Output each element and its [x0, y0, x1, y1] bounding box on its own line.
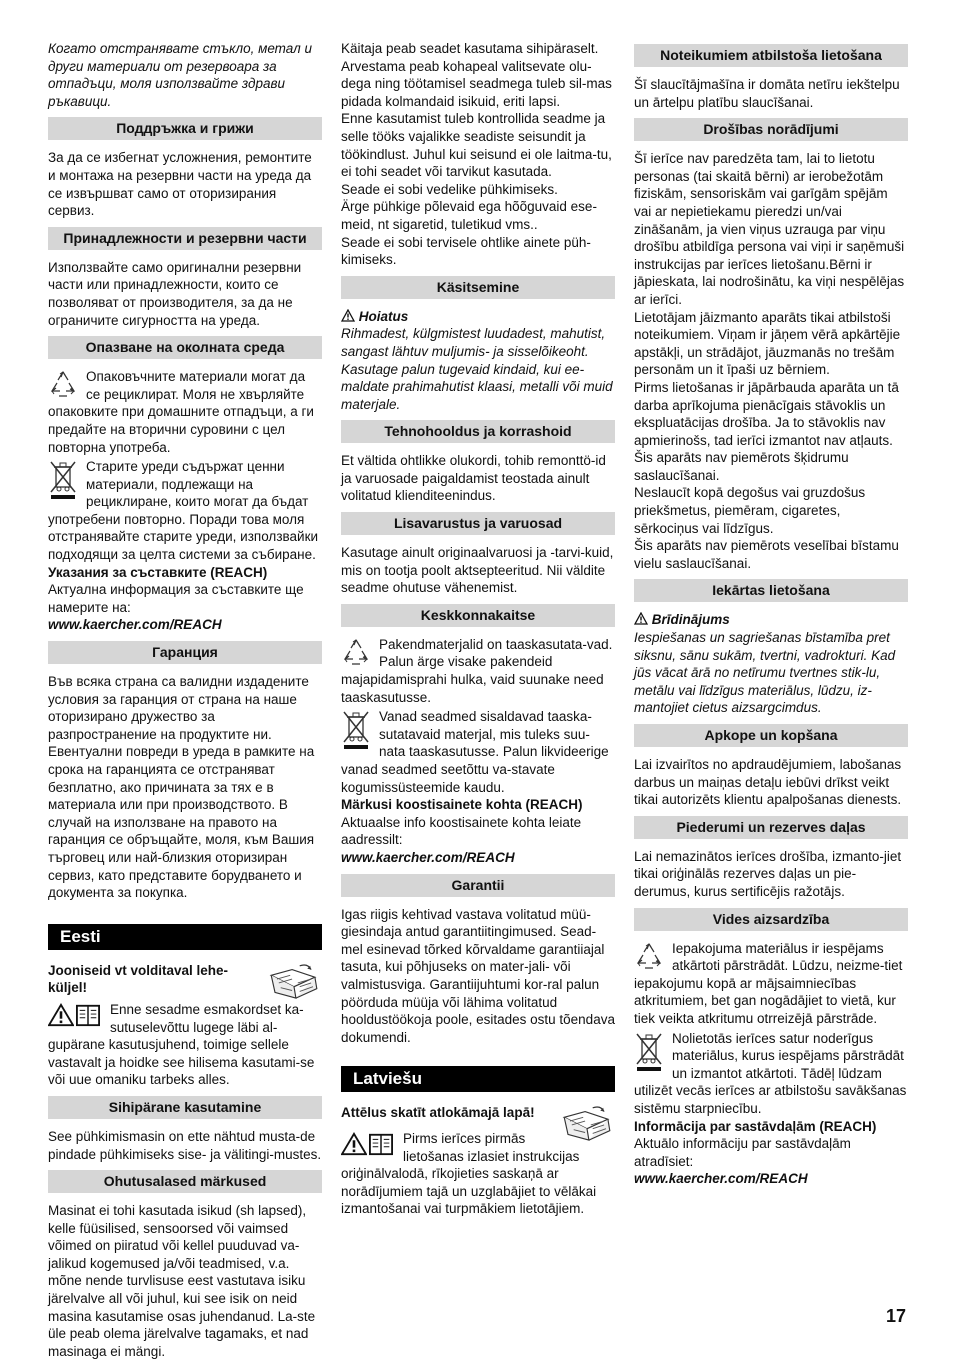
section-heading: Гаранция: [48, 641, 322, 664]
warning-label: [341, 308, 615, 326]
warning-icon: [48, 1003, 74, 1027]
env-devices-label: Старите уреди съдържат ценни материали, подлежащи на рециклиране, които могат да бъдат употребени повторно. Поради това моля отстранявайте старите уреди, използвайки подходящи за целта системи за събиране.: [48, 459, 319, 563]
warning-manual-icons: [341, 1132, 395, 1161]
reach-text: Актуална информация за съставките ще намерите на:: [48, 582, 304, 615]
section-heading: Опазване на околната среда: [48, 336, 322, 359]
intro-warning-text: Когато отстранявате стъкло, метал и други материали от резервоара за отпадъци, моля използвайте здрави ръкавици.: [48, 41, 313, 109]
warning-icon: [341, 1132, 367, 1156]
section-heading: Поддръжка и грижи: [48, 117, 322, 140]
section-heading: Piederumi un rezerves daļas: [634, 816, 908, 839]
section-heading: Lisavarustus ja varuosad: [341, 512, 615, 535]
paragraph: За да се избегнат усложнения, ремонтите и монтажа на резервни части на уреда да се извършват само от оторизирания сервиз.: [48, 150, 312, 219]
paragraph: Seade ei sobi tervisele ohtlike ainete püh-kimiseks.: [341, 234, 591, 268]
section-heading: Ohutusalased märkused: [48, 1170, 322, 1193]
section-heading: Garantii: [341, 874, 615, 897]
fold-out-label: Jooniseid vt volditaval lehe-küljel!: [48, 962, 229, 996]
paragraph: Lai nemazinātos ierīces drošība, izmanto-jiet tikai oriģinālās rezerves daļas un pie-derumus, kurus sertificējis ražotājs.: [634, 848, 902, 899]
paragraph: Šis aparāts nav piemērots veselībai bīstamu vielu saslaucīšanai.: [634, 538, 899, 571]
paragraph: Šī ierīce nav paredzēta tam, lai to lietotu personas (tai skaitā bērni) ar ierobežotām fiziskām, sensoriskām vai garīgām spējām vai ar nepietiekamu pieredzi un/vai zināšanām, ja vien viņus uzrauga par viņu drošību atbildīga persona vai viņi ir saņēmuši instrukcijas par ierīces lietošanu.Bērni ir jāpieskata, lai nodrošinātu, ka viņi nespēlējas ar ierīci.: [634, 151, 905, 307]
section-heading: Tehnohooldus ja korrashoid: [341, 420, 615, 443]
section-heading: Принадлежности и резервни части: [48, 227, 322, 250]
env-devices-text: [48, 458, 322, 564]
env-devices-label: Nolietotās ierīces satur noderīgus materiālus, kurus iespējams pārstrādāt un izmantot atkārtoti. Tādēļ lūdzam utilizēt vecās ierīces ar atbilstošu savākšanas sistēmu starpniecību.: [634, 1030, 907, 1116]
paragraph: Igas riigis kehtivad vastava volitatud müü-giesindaja antud garantiitingimused. Sead-mel esinevad tõrked kõrvaldame garantiiajal tasuta, kui põhjuseks on mater-jali- või valmistusviga. Garantiijuhtumi kor-ral palun pöörduda müüja või lähima volitatud hooldustöökoja poole, esitades ostu tõendava dokumendi.: [341, 906, 615, 1045]
paragraph: Enne kasutamist tuleb kontrollida seadme ja selle tööks vajalikke seadiste seisundit ja töökindlust. Juhul kui seisund ei ole laitma-tu, ei tohi seadet või tarvikut kasutada.: [341, 111, 612, 180]
warning-label-text: Brīdinājums: [651, 612, 730, 628]
reach-heading: Informācija par sastāvdaļām (REACH): [634, 1118, 877, 1134]
env-packaging-label: Опаковъчните материали могат да се рециклират. Моля не хвърляйте опаковките при домашните отпадъци, а ги предайте на вторични суровини с цел повторна употреба.: [48, 369, 314, 455]
open-book-icon: [266, 962, 322, 1000]
paragraph: Използвайте само оригинални резервни части или принадлежности, които се позволяват от производителя, за да не ограничите сигурността на уреда.: [48, 259, 302, 328]
env-packaging-label: Iepakojuma materiālus ir iespējams atkārtoti pārstrādāt. Lūdzu, neizme-tiet iepakojumu kopā ar mājsaimniecības atkritumiem, bet gan nogādājiet to vietā, kur tiek veikta atkritumu otrreizējā pārstrāde.: [634, 940, 903, 1026]
paragraph: Във всяка страна са валидни издадените условия за гаранция от страна на наше оторизирано дружество за разпространение на продуктите ни. Евентуални повреди в уреда в рамките на срока на гаранцията се отстраняват безплатно, ако причината за тях е в материала или при производството. В случай на използване на правото на гаранция се обръщайте, моля, към Вашия търговец или най-близкия оторизиран сервиз, като представите борудването и документа за покупка.: [48, 674, 315, 901]
env-packaging-text: [341, 636, 615, 706]
fold-out-note: [48, 962, 322, 997]
warning-text: Rihmadest, külgmistest luudadest, mahutist, sangast lähtuv muljumis- ja sisselõikeoht. Kasutage palun tugevaid kindaid, kui ee-maldate prahimahutist klaasi, metalli või muid materjale.: [341, 326, 613, 412]
section-heading: Drošības norādījumi: [634, 118, 908, 141]
paragraph: Lietotājam jāizmanto aparāts tikai atbilstoši noteikumiem. Viņam ir jāņem vērā apkārtējie apstākļi, un strādājot, jāuzmanās no trešām personām un it īpaši uz bērniem.: [634, 309, 901, 378]
section-heading: Käsitsemine: [341, 276, 615, 299]
env-packaging-label: Pakendmaterjalid on taaskasutata-vad. Palun ärge visake pakendeid majapidamisprahi hulka, vaid suunake need taaskasutusse.: [341, 636, 613, 705]
fold-out-label: Attēlus skatīt atlokāmajā lapā!: [341, 1105, 535, 1121]
crossed-bin-icon: [341, 709, 371, 749]
paragraph: Šis aparāts nav piemērots šķidrumu saslaucīšanai.: [634, 450, 849, 483]
env-devices-label: Vanad seadmed sisaldavad taaska-sutatavaid materjal, mis tuleks suu-nata taaskasutusse. Palun likvideerige vanad seadmed seetõttu va-stavate kogumissüsteemide kaudu.: [341, 709, 609, 795]
intro-label: Pirms ierīces pirmās lietošanas izlasiet instrukcijas oriģinālvalodā, rīkojieties saskaņā ar norādījumiem tajā un uzglabājiet to vēlākai izmantošanai vai turpmākiem lietotājiem.: [341, 1130, 597, 1217]
recycle-icon: [48, 369, 78, 399]
column-3: [634, 38, 908, 1188]
page-number: 17: [885, 1306, 906, 1326]
fold-out-note: [341, 1104, 615, 1122]
reach-heading: Указания за съставките (REACH): [48, 564, 268, 580]
warning-triangle-icon: [634, 612, 648, 625]
reach-heading: Märkusi koostisainete kohta (REACH): [341, 797, 583, 813]
language-heading-estonian: Eesti: [48, 924, 322, 950]
reach-link[interactable]: www.kaercher.com/REACH: [634, 1171, 808, 1187]
crossed-bin-icon: [634, 1031, 664, 1071]
paragraph: Seade ei sobi vedelike pühkimiseks.: [341, 181, 558, 197]
paragraph: Šī slaucītājmašīna ir domāta netīru iekštelpu un ārtelpu platību slaucīšanai.: [634, 77, 900, 110]
reach-link[interactable]: www.kaercher.com/REACH: [341, 849, 515, 865]
intro-label: Enne sesadme esmakordset ka-sutuselevõttu lugege läbi al-gupärane kasutusjuhend, toimige sellele vastavalt ja hoidke see hilisema kasutami-se või uue omaniku tarbeks alles.: [48, 1001, 315, 1088]
section-heading: Noteikumiem atbilstoša lietošana: [634, 44, 908, 67]
intro-text: [48, 1001, 322, 1089]
paragraph: Et vältida ohtlikke olukordi, tohib remonttö-id ja varuosade paigaldamist teostada ainult volitatud klienditeenindus.: [341, 453, 606, 504]
warning-triangle-icon: [341, 309, 355, 322]
open-book-icon: [559, 1104, 615, 1142]
env-devices-text: [341, 708, 615, 796]
manual-icon: [74, 1003, 102, 1027]
intro-text: [341, 1130, 615, 1218]
section-heading: Keskkonnakaitse: [341, 604, 615, 627]
paragraph: Käitaja peab seadet kasutama sihipäraselt. Arvestama peab kohapeal valitsevate olu-dega ning töötamisel seadmega tuleb sil-mas pidada kolmandaid isikuid, eriti lapsi.: [341, 41, 612, 109]
section-heading: Vides aizsardzība: [634, 908, 908, 931]
paragraph: Ärge pühkige põlevaid ega hõõguvaid ese-meid, nt sigaretid, tuletikud vms..: [341, 199, 597, 232]
column-2: [341, 40, 615, 1218]
warning-text: Iespiešanas un sagriešanas bīstamība pret siksnu, sānu sukām, tvertni, vadrokturi. Kad jūs vācat ārā no netīrumu tvertnes stik-lu, metālu vai līdzīgus materiālus, lūdzu, iz-mantojiet cietus aizsargcimdus.: [634, 630, 896, 716]
recycle-icon: [634, 941, 664, 971]
paragraph: See pühkimismasin on ette nähtud musta-de pindade pühkimiseks sise- ja välitingi-mustes.: [48, 1128, 322, 1162]
env-devices-text: [634, 1030, 908, 1118]
warning-label-text: Hoiatus: [358, 308, 409, 324]
reach-text: Aktuaalse info koostisainete kohta leiate aadressilt:: [341, 814, 582, 848]
warning-label: [634, 611, 908, 629]
reach-text: Aktuālo informāciju par sastāvdaļām atradīsiet:: [634, 1136, 851, 1169]
section-heading: Iekārtas lietošana: [634, 579, 908, 602]
paragraph: Masinat ei tohi kasutada isikud (sh lapsed), kelle füüsilised, sensoorsed või vaimsed võimed on piiratud või kellel puuduvad va-jalikud kogemused ja/või teadmised, v.a. mõne nende turvlisuse eest vastutava isiku järelvalve all või juhul, kui see isik on neid masina kasutamise osas juhendanud. La-ste üle peab olema järelvalve tagamaks, et nad masinaga ei mängi.: [48, 1203, 316, 1359]
section-heading: Sihipärane kasutamine: [48, 1096, 322, 1119]
recycle-icon: [341, 637, 371, 667]
reach-link[interactable]: www.kaercher.com/REACH: [48, 617, 222, 633]
column-1: [48, 40, 322, 1360]
paragraph: Kasutage ainult originaalvaruosi ja -tarvi-kuid, mis on tootja poolt aktsepteeritud. Nii väldite seadme ohutuse vähenemist.: [341, 545, 614, 596]
env-packaging-text: [48, 368, 322, 456]
section-heading: Apkope un kopšana: [634, 724, 908, 747]
crossed-bin-icon: [48, 459, 78, 499]
paragraph: Lai izvairītos no apdraudējumiem, labošanas darbus un maiņas detaļu iebūvi drīkst veikt tikai autorizēts klientu apalpošanas dienests.: [634, 757, 902, 808]
warning-manual-icons: [48, 1003, 102, 1032]
language-heading-latvian: Latviešu: [341, 1066, 615, 1092]
paragraph: Pirms lietošanas ir jāpārbauda aparāta un tā darba aprīkojuma pienācīgais stāvoklis un ekspluatācijas drošība. Ja to stāvoklis nav apmierinošs, tad ierīci izmantot nav atļauts.: [634, 379, 899, 448]
env-packaging-text: [634, 940, 908, 1028]
manual-icon: [367, 1132, 395, 1156]
paragraph: Neslaucīt kopā degošus vai gruzdošus priekšmetus, piemēram, cigaretes, sērkociņus vai līdzīgus.: [634, 485, 866, 536]
